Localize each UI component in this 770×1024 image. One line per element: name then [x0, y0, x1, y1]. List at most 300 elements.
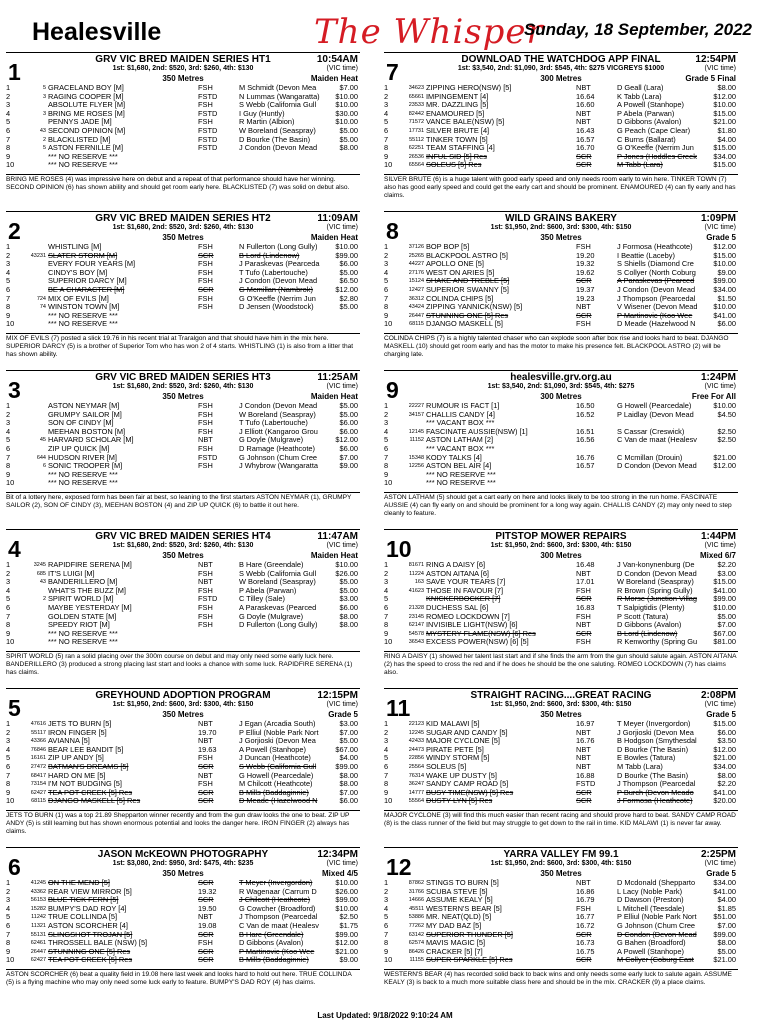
table-row	[384, 570, 738, 579]
trainer-name: T Salpigtidis (Plenty)	[617, 603, 685, 612]
meeting-date: Sunday, 18 September, 2022	[523, 20, 752, 39]
runner-status: 19.37	[576, 285, 595, 294]
runner-status: FSH	[198, 444, 213, 453]
runner-odds: $2.50	[717, 436, 736, 445]
runner-status: FSTD	[198, 453, 218, 462]
runner-odds: $5.00	[339, 410, 358, 419]
trainer-name: W Boreland (Seaspray)	[239, 410, 316, 419]
runner-name: SUPERIOR SWANNY [5]	[426, 285, 509, 294]
runner-number: 3	[6, 101, 11, 110]
runner-status: 16.51	[576, 427, 595, 436]
runner-name: WHAT'S THE BUZZ [M]	[48, 586, 126, 595]
runner-form: 2	[42, 596, 46, 603]
trainer-name: M Tabb (Lara)	[617, 161, 663, 170]
runner-name: SLATER STORM [M]	[48, 251, 118, 260]
trainer-name: D Dawson (Preston)	[617, 896, 684, 905]
runner-name: SUPERIOR THUNDER [5]	[426, 930, 513, 939]
runner-name: IRON FINGER [5]	[48, 728, 107, 737]
runner-name: TEAM STAFFING [4]	[426, 144, 495, 153]
race-distance: 350 Metres	[162, 710, 204, 719]
table-row	[384, 604, 738, 613]
prize-money: 1st: $1,680, 2nd: $520, 3rd: $260, 4th: $130	[112, 65, 254, 72]
time-zone: (VIC time)	[704, 542, 736, 549]
table-row	[384, 295, 738, 304]
runner-number: 4	[384, 427, 389, 436]
trainer-name: R Martin (Albion)	[239, 118, 295, 127]
runner-form: 68417	[30, 772, 46, 779]
left-column	[6, 52, 360, 1006]
table-row	[384, 303, 738, 312]
runner-status: SCR	[198, 879, 214, 887]
table-row	[384, 913, 738, 922]
runner-name: JETS TO BURN [5]	[48, 720, 112, 728]
table-row	[384, 320, 738, 329]
runner-status: FSH	[198, 462, 213, 471]
runner-name: BE A CHARACTER [M]	[48, 285, 125, 294]
race-block	[6, 529, 360, 688]
runner-status: NBT	[576, 762, 591, 771]
runner-status: 19.70	[198, 728, 217, 737]
runner-status: FSH	[198, 419, 213, 428]
runner-number: 1	[384, 561, 389, 569]
table-row	[384, 277, 738, 286]
table-row	[6, 780, 360, 789]
runner-status: SCR	[576, 161, 592, 170]
runner-status: NBT	[576, 84, 591, 92]
runner-number: 7	[384, 612, 389, 621]
runner-list	[6, 561, 360, 647]
prize-money: 1st: $1,680, 2nd: $520, 3rd: $260, 4th: $130	[112, 383, 254, 390]
runner-status: SCR	[198, 251, 214, 260]
race-name: YARRA VALLEY FM 99.1	[503, 849, 619, 860]
race-grade: Free For All	[691, 392, 736, 401]
runner-status: FSTD	[198, 144, 218, 153]
table-row	[384, 454, 738, 463]
runner-form: 12427	[408, 286, 424, 293]
runner-form: 14666	[408, 897, 424, 904]
runner-number: 2	[6, 569, 11, 578]
runner-odds: $4.00	[717, 896, 736, 905]
runner-number: 1	[6, 84, 11, 92]
trainer-name: M Chilcott (Heathcote)	[239, 780, 313, 789]
runner-number: 3	[6, 896, 11, 905]
trainer-name: C Van de maat (Healesv	[617, 436, 697, 445]
table-row	[6, 303, 360, 312]
runner-odds: $99.00	[335, 896, 358, 905]
runner-number: 6	[384, 921, 389, 930]
runner-status: 16.88	[576, 771, 595, 780]
trainer-name: P Martinovic (Koo Wee	[617, 311, 693, 320]
runner-odds: $10.00	[335, 118, 358, 127]
runner-name: MY DAD BAZ [5]	[426, 921, 482, 930]
runner-number: 4	[6, 745, 11, 754]
runner-list	[384, 402, 738, 488]
runner-form: 11155	[409, 957, 424, 964]
runner-status: SCR	[198, 285, 214, 294]
runner-name: BLUE TICK FERN [5]	[48, 896, 119, 905]
trainer-name: D Geall (Lara)	[617, 84, 664, 92]
table-row	[384, 763, 738, 772]
trainer-name: D Bourke (The Basin)	[617, 745, 689, 754]
runner-status: FSH	[576, 243, 591, 251]
time-zone: (VIC time)	[326, 701, 358, 708]
runner-name: REAR VIEW MIRROR [5]	[48, 887, 132, 896]
runner-name: RAGING COOPER [M]	[48, 92, 124, 101]
table-row	[6, 411, 360, 420]
runner-form: 62427	[30, 789, 46, 796]
table-row	[6, 621, 360, 630]
runner-name: SUGAR AND CANDY [5]	[426, 728, 508, 737]
runner-status: 16.70	[576, 144, 595, 153]
table-row	[6, 277, 360, 286]
runner-odds: $34.00	[713, 879, 736, 887]
race-time: 2:25PM	[700, 849, 736, 860]
trainer-name: J Van-konynenburg (De	[617, 561, 695, 569]
runner-number: 9	[384, 788, 389, 797]
prize-money: 1st: $1,950, 2nd: $600, 3rd: $300, 4th: $150	[490, 701, 632, 708]
runner-name: SOLEUS [5]	[426, 762, 467, 771]
runner-number: 3	[384, 578, 389, 587]
runner-list	[6, 84, 360, 170]
table-row	[384, 621, 738, 630]
runner-name: WESTERN'S BEAR [5]	[426, 904, 502, 913]
runner-odds: $10.00	[335, 879, 358, 887]
runner-number: 6	[6, 762, 11, 771]
runner-form: 644	[36, 454, 46, 461]
runner-odds: $41.00	[713, 788, 736, 797]
runner-form: 43362	[30, 888, 46, 895]
runner-form: 3	[42, 93, 46, 100]
runner-form: 87862	[408, 880, 424, 886]
runner-odds: $6.00	[339, 419, 358, 428]
trainer-name: L Lacy (Noble Park)	[617, 887, 683, 896]
runner-list	[384, 243, 738, 329]
table-row	[6, 260, 360, 269]
table-row	[384, 144, 738, 153]
runner-number: 5	[384, 754, 389, 763]
trainer-name: S Collyer (North Coburg	[617, 268, 696, 277]
table-row	[6, 320, 360, 329]
table-row	[6, 922, 360, 931]
runner-number: 9	[6, 470, 11, 479]
runner-status: 16.83	[576, 603, 595, 612]
runner-form: 22856	[408, 755, 424, 762]
trainer-name: D Fullerton (Long Gully)	[239, 621, 318, 630]
race-number: 12	[386, 854, 412, 880]
runner-form: 15348	[408, 454, 424, 461]
table-row	[6, 153, 360, 162]
runner-status: FSH	[576, 638, 591, 647]
runner-number: 1	[384, 243, 389, 251]
runner-form: 25265	[408, 252, 424, 259]
runner-name: SLINGSHOT TROJAN [5]	[48, 930, 133, 939]
prize-money: 1st: $3,080, 2nd: $950, 3rd: $475, 4th: $235	[112, 860, 254, 867]
trainer-name: G Bahen (Broadford)	[617, 939, 686, 948]
runner-number: 8	[384, 144, 389, 153]
race-grade: Grade 5 Final	[685, 74, 736, 83]
runner-status: FSH	[198, 268, 213, 277]
table-row	[6, 243, 360, 252]
runner-number: 6	[384, 762, 389, 771]
table-row	[384, 630, 738, 639]
runner-name: BOP BOP [5]	[426, 243, 470, 251]
runner-name: ASTON BEL AIR [4]	[426, 462, 492, 471]
runner-form: 73154	[30, 781, 46, 788]
runner-status: FSH	[198, 303, 213, 312]
runner-status: FSH	[198, 277, 213, 286]
runner-odds: $4.00	[339, 754, 358, 763]
table-row	[6, 578, 360, 587]
table-row	[6, 956, 360, 965]
table-row	[384, 402, 738, 411]
table-row	[6, 604, 360, 613]
runner-odds: $81.00	[713, 638, 736, 647]
runner-form: 82442	[408, 110, 424, 117]
runner-status: FSH	[198, 603, 213, 612]
trainer-name: V Wisener (Devon Mead	[617, 303, 698, 312]
runner-number: 1	[6, 402, 11, 410]
runner-form: 44227	[408, 261, 424, 268]
runner-status: NBT	[198, 737, 213, 746]
trainer-name: C Tilley (Sale)	[239, 595, 285, 604]
runner-status: 17.01	[576, 578, 595, 587]
runner-name: WINSTON TOWN [M]	[48, 303, 120, 312]
table-row	[384, 797, 738, 806]
table-row	[6, 462, 360, 471]
trainer-name: G Peach (Cape Clear)	[617, 126, 691, 135]
runner-name: MEEHAN BOSTON [M]	[48, 427, 126, 436]
runner-number: 10	[6, 161, 14, 170]
trainer-name: D Gibbons (Avalon)	[617, 621, 682, 630]
trainer-name: K Tabb (Lara)	[617, 92, 662, 101]
runner-number: 7	[384, 771, 389, 780]
runner-name: HARVARD SCHOLAR [M]	[48, 436, 134, 445]
runner-form: 54578	[408, 630, 424, 637]
race-comment: RING A DAISY (1) showed her talent last start and if she finds the arm from the gun should salute again. ASTON AITANA (2) has the speed to cross the red and if he does he should be the one saluting. ROMEO LOCKDOWN (7) has claims also.	[384, 653, 737, 676]
runner-name: MR. DAZZLING [5]	[426, 101, 489, 110]
table-row	[6, 127, 360, 136]
table-row	[384, 939, 738, 948]
runner-status: 16.48	[576, 561, 595, 569]
runner-status: NBT	[576, 303, 591, 312]
race-distance: 350 Metres	[540, 869, 582, 878]
runner-number: 3	[6, 737, 11, 746]
runner-odds: $26.00	[335, 569, 358, 578]
runner-name: ENAMOURED [5]	[426, 109, 485, 118]
runner-name: SAVE YOUR TEARS [7]	[426, 578, 506, 587]
runner-number: 6	[384, 444, 389, 453]
runner-odds: $6.00	[339, 797, 358, 806]
runner-form: 55564	[408, 798, 424, 805]
table-row	[6, 144, 360, 153]
runner-status: FSH	[198, 939, 213, 948]
runner-form: 76314	[408, 772, 424, 779]
table-row	[384, 772, 738, 781]
runner-form: 53886	[408, 914, 424, 921]
race-block	[384, 211, 738, 370]
runner-name: WEST ON ARIES [5]	[426, 268, 495, 277]
runner-form: 55131	[30, 931, 46, 938]
race-time: 1:09PM	[700, 213, 736, 224]
runner-status: 16.72	[576, 921, 595, 930]
table-row	[6, 754, 360, 763]
table-row	[384, 286, 738, 295]
runner-number: 7	[6, 930, 11, 939]
runner-number: 7	[6, 612, 11, 621]
table-row	[384, 136, 738, 145]
trainer-name: M Tabb (Lara)	[617, 762, 663, 771]
runner-status: 19.08	[198, 921, 217, 930]
runner-form: 22227	[408, 403, 424, 409]
table-row	[384, 269, 738, 278]
runner-odds: $6.00	[339, 427, 358, 436]
runner-form: 27176	[408, 269, 424, 276]
runner-odds: $2.50	[717, 427, 736, 436]
runner-name: TEA POT CREEK [5] Res	[48, 788, 133, 797]
table-row	[6, 428, 360, 437]
table-row	[384, 578, 738, 587]
runner-odds: $6.00	[339, 260, 358, 269]
runner-number: 5	[384, 913, 389, 922]
runner-status: 19.32	[198, 887, 217, 896]
runner-odds: $12.00	[713, 462, 736, 471]
runner-name: INFUL SID [5] Res	[426, 152, 487, 161]
race-number: 10	[386, 536, 412, 562]
runner-form: 26536	[408, 153, 424, 160]
runner-status: 16.86	[576, 887, 595, 896]
runner-form: 62251	[408, 145, 424, 152]
runner-number: 5	[384, 277, 389, 286]
runner-form: 22123	[408, 721, 424, 727]
runner-name: *** NO RESERVE ***	[48, 320, 118, 329]
runner-name: HUDSON RIVER [M]	[48, 453, 117, 462]
race-number: 3	[8, 377, 21, 403]
race-grade: Mixed 4/5	[321, 869, 358, 878]
table-row	[6, 763, 360, 772]
runner-number: 8	[384, 462, 389, 471]
table-row	[6, 312, 360, 321]
runner-name: SPIRIT WORLD [M]	[48, 595, 114, 604]
runner-name: TEA POT CREEK [5] Res	[48, 956, 133, 965]
runner-name: WHISTLING [M]	[48, 243, 102, 251]
runner-status: FSH	[576, 586, 591, 595]
runner-name: BRING ME ROSES [M]	[48, 109, 125, 118]
table-row	[384, 905, 738, 914]
runner-odds: $5.00	[339, 402, 358, 410]
runner-status: FSH	[198, 101, 213, 110]
runner-form: 47616	[30, 721, 46, 727]
trainer-name: R Kenworthy (Spring Gu	[617, 638, 698, 647]
runner-form: 17731	[408, 127, 424, 134]
runner-status: NBT	[198, 720, 213, 728]
runner-number: 5	[384, 118, 389, 127]
trainer-name: J Whybrow (Wangaratta	[239, 462, 318, 471]
runner-status: FSTD	[198, 595, 218, 604]
table-row	[384, 110, 738, 119]
trainer-name: J Condon (Devon Mead	[617, 285, 696, 294]
runner-number: 2	[6, 728, 11, 737]
runner-number: 4	[6, 109, 11, 118]
runner-name: SCUBA STEVE [5]	[426, 887, 488, 896]
runner-number: 4	[384, 904, 389, 913]
time-zone: (VIC time)	[704, 65, 736, 72]
runner-form: 56153	[30, 897, 46, 904]
trainer-name: P Martinovic (Koo Wee	[239, 947, 315, 956]
runner-odds: $12.00	[335, 939, 358, 948]
runner-status: NBT	[198, 578, 213, 587]
race-distance: 350 Metres	[540, 233, 582, 242]
runner-form: 11242	[31, 914, 46, 921]
trainer-name: J Formosa (Heathcote)	[617, 797, 693, 806]
trainer-name: B Lord (Lindenow)	[239, 251, 300, 260]
table-row	[6, 118, 360, 127]
runner-odds: $7.00	[339, 788, 358, 797]
runner-name: BANDERILLERO [M]	[48, 578, 118, 587]
runner-number: 1	[384, 720, 389, 728]
runner-name: PENNYS JADE [M]	[48, 118, 112, 127]
runner-name: BUMPY'S DAD ROY [4]	[48, 904, 127, 913]
runner-status: 16.57	[576, 462, 595, 471]
runner-status: 16.56	[576, 436, 595, 445]
runner-form: 12256	[408, 463, 424, 470]
runner-form: 62147	[408, 622, 424, 629]
runner-status: NBT	[576, 879, 591, 887]
runner-number: 8	[6, 780, 11, 789]
runner-name: EVERY FOUR YEARS [M]	[48, 260, 136, 269]
table-row	[6, 587, 360, 596]
runner-odds: $21.00	[713, 453, 736, 462]
runner-number: 3	[384, 419, 389, 428]
runner-odds: $7.00	[717, 921, 736, 930]
table-row	[384, 428, 738, 437]
race-number: 6	[8, 854, 21, 880]
trainer-name: S Webb (California Gull	[239, 762, 317, 771]
runner-name: *** NO RESERVE ***	[48, 479, 118, 488]
runner-form: 43424	[408, 304, 424, 311]
race-time: 1:24PM	[700, 372, 736, 383]
runner-form: 3	[42, 110, 46, 117]
runner-status: FSH	[576, 904, 591, 913]
table-row	[6, 252, 360, 261]
trainer-name: J Chilcott (Heathcote)	[239, 896, 311, 905]
runner-odds: $3.00	[339, 595, 358, 604]
runner-name: DUCHESS SAL [6]	[426, 603, 489, 612]
runner-status: FSH	[576, 320, 591, 329]
runner-number: 6	[384, 603, 389, 612]
runner-name: BEAR LEE BANDIT [5]	[48, 745, 124, 754]
table-row	[6, 436, 360, 445]
runner-name: KODY TALKS [4]	[426, 453, 482, 462]
runner-number: 1	[6, 879, 11, 887]
table-row	[6, 888, 360, 897]
runner-number: 5	[384, 595, 389, 604]
runner-odds: $21.00	[335, 947, 358, 956]
runner-status: 16.60	[576, 101, 595, 110]
runner-name: SPEEDY RIOT [M]	[48, 621, 110, 630]
runner-odds: $8.00	[339, 771, 358, 780]
runner-odds: $2.20	[717, 780, 736, 789]
race-block	[6, 688, 360, 847]
trainer-name: B Hare (Greendale)	[239, 561, 304, 569]
runner-number: 9	[384, 947, 389, 956]
runner-odds: $1.75	[339, 921, 358, 930]
runner-form: 34623	[408, 85, 424, 91]
race-name: GRV VIC BRED MAIDEN SERIES HT1	[95, 54, 271, 65]
runner-form: 71572	[408, 119, 424, 126]
trainer-name: J Condon (Devon Mead	[239, 402, 318, 410]
runner-number: 9	[384, 311, 389, 320]
runner-form: 25564	[408, 763, 424, 770]
